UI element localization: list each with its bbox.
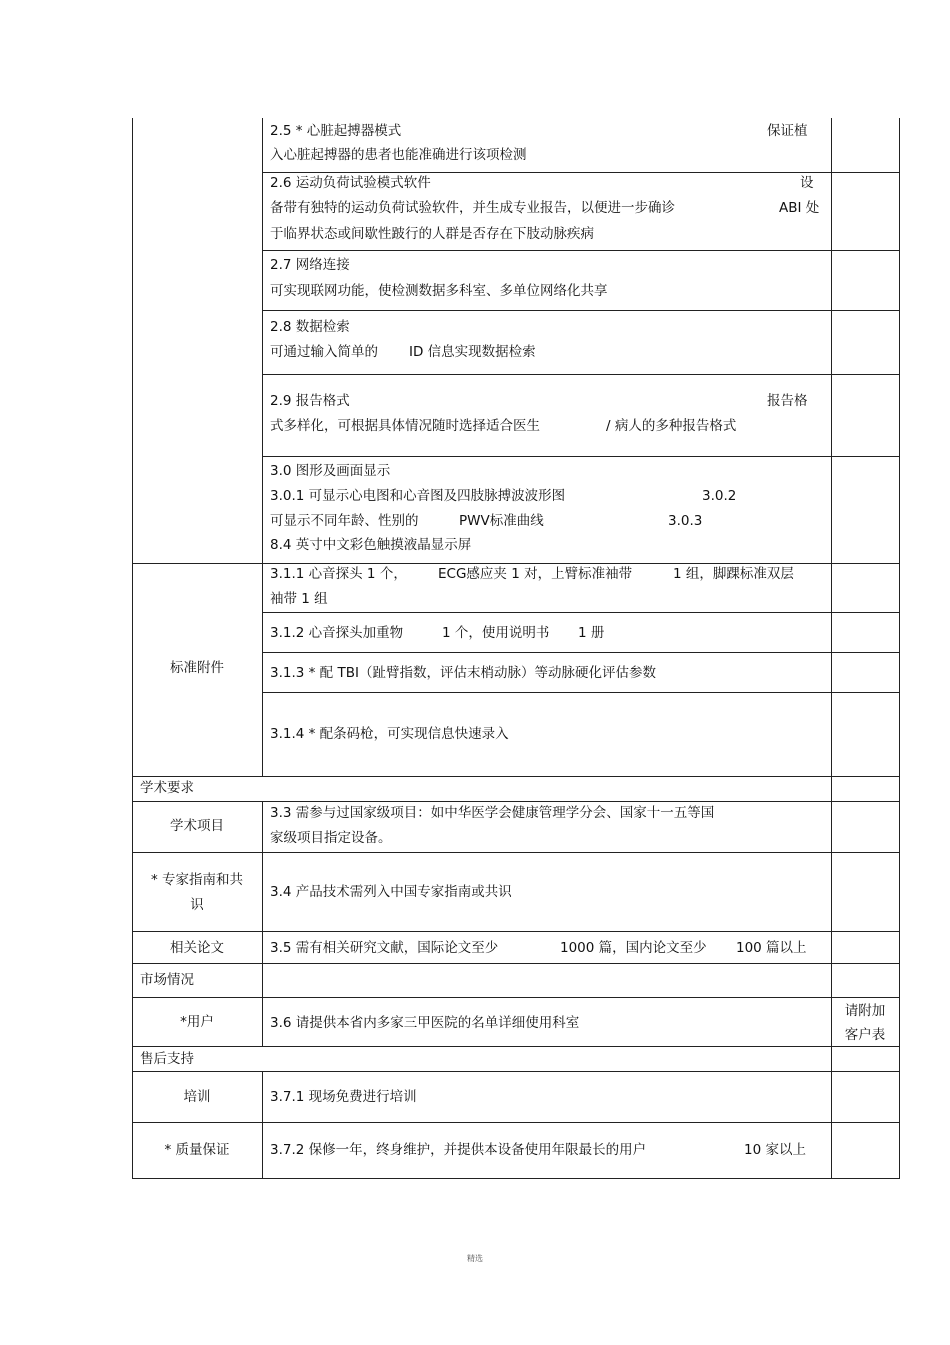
row-divider bbox=[132, 776, 900, 777]
item-2-9-title: 2.9 报告格式 bbox=[270, 393, 350, 409]
item-3-3: 3.3 需参与过国家级项目：如中华医学会健康管理学分会、国家十一五等国 bbox=[270, 805, 715, 821]
item-3-7-2: 3.7.2 保修一年，终身维护，并提供本设备使用年限最长的用户 bbox=[270, 1142, 647, 1158]
table-border-mid bbox=[262, 118, 263, 776]
row-divider bbox=[262, 612, 900, 613]
note-attach: 请附加 bbox=[844, 1003, 886, 1019]
item-2-6-title: 2.6 运动负荷试验模式软件 bbox=[270, 175, 431, 191]
section-after-sales: 售后支持 bbox=[140, 1051, 194, 1067]
row-divider bbox=[132, 997, 900, 998]
table-border-mid bbox=[262, 801, 263, 1046]
item-2-8-desc-b: ID 信息实现数据检索 bbox=[409, 344, 536, 360]
page-footer: 精选 bbox=[467, 1254, 483, 1263]
item-2-5-title: 2.5 * 心脏起搏器模式 bbox=[270, 123, 402, 139]
item-2-6-tail: 设 bbox=[800, 175, 814, 191]
row-divider bbox=[132, 931, 900, 932]
item-3-1-1-c: 1 组，脚踝标准双层 bbox=[673, 566, 794, 582]
row-divider bbox=[262, 692, 900, 693]
row-divider bbox=[262, 374, 900, 375]
row-divider bbox=[262, 456, 900, 457]
label-academic-project: 学术项目 bbox=[170, 818, 224, 834]
row-divider bbox=[132, 963, 900, 964]
label-training: 培训 bbox=[183, 1089, 211, 1105]
row-divider bbox=[132, 801, 900, 802]
item-3-0-title: 3.0 图形及画面显示 bbox=[270, 463, 391, 479]
label-standard-accessories: 标准附件 bbox=[170, 660, 224, 676]
item-3-1-1-b: ECG感应夹 1 对，上臂标准袖带 bbox=[438, 566, 633, 582]
label-quality: * 质量保证 bbox=[164, 1142, 230, 1158]
item-2-7-title: 2.7 网络连接 bbox=[270, 257, 350, 273]
item-3-0-3: 8.4 英寸中文彩色触摸液晶显示屏 bbox=[270, 537, 472, 553]
item-3-7-1: 3.7.1 现场免费进行培训 bbox=[270, 1089, 417, 1105]
row-divider bbox=[262, 172, 900, 173]
item-2-8-desc: 可通过输入简单的 bbox=[270, 344, 378, 360]
table-border-bottom bbox=[132, 1178, 900, 1179]
item-3-7-2-b: 10 家以上 bbox=[744, 1142, 806, 1158]
item-2-6-desc-2: 于临界状态或间歇性跛行的人群是否存在下肢动脉疾病 bbox=[270, 226, 594, 242]
item-3-0-2: 可显示不同年龄、性别的 bbox=[270, 513, 419, 529]
item-3-1-1-2: 袖带 1 组 bbox=[270, 591, 328, 607]
item-3-1-4: 3.1.4 * 配条码枪，可实现信息快速录入 bbox=[270, 726, 509, 742]
item-3-1-2: 3.1.2 心音探头加重物 bbox=[270, 625, 404, 641]
item-3-0-2-b: PWV标准曲线 bbox=[459, 513, 544, 529]
row-divider bbox=[262, 310, 900, 311]
item-3-0-1: 3.0.1 可显示心电图和心音图及四肢脉搏波波形图 bbox=[270, 488, 566, 504]
item-2-7-desc: 可实现联网功能，使检测数据多科室、多单位网络化共享 bbox=[270, 283, 608, 299]
item-2-9-desc-b: / 病人的多种报告格式 bbox=[606, 418, 737, 434]
item-3-1-2-b: 1 个，使用说明书 bbox=[442, 625, 550, 641]
note-client-list: 客户表 bbox=[844, 1027, 886, 1043]
item-2-6-desc-tail: ABI 处 bbox=[779, 200, 820, 216]
item-3-1-1: 3.1.1 心音探头 1 个， bbox=[270, 566, 407, 582]
item-2-8-title: 2.8 数据检索 bbox=[270, 319, 350, 335]
item-3-4: 3.4 产品技术需列入中国专家指南或共识 bbox=[270, 884, 512, 900]
item-3-3-2: 家级项目指定设备。 bbox=[270, 830, 392, 846]
item-3-6: 3.6 请提供本省内多家三甲医院的名单详细使用科室 bbox=[270, 1015, 580, 1031]
section-academic: 学术要求 bbox=[140, 780, 194, 796]
item-2-5-desc: 入心脏起搏器的患者也能准确进行该项检测 bbox=[270, 147, 527, 163]
label-papers: 相关论文 bbox=[170, 940, 224, 956]
item-3-1-2-c: 1 册 bbox=[578, 625, 605, 641]
item-3-5: 3.5 需有相关研究文献，国际论文至少 bbox=[270, 940, 499, 956]
item-3-0-2-num: 3.0.2 bbox=[702, 488, 737, 504]
table-border-right bbox=[899, 118, 900, 1179]
row-divider bbox=[132, 1046, 900, 1047]
item-2-9-tail: 报告格 bbox=[767, 393, 808, 409]
item-2-5-tail: 保证植 bbox=[767, 123, 808, 139]
row-divider bbox=[262, 652, 900, 653]
item-2-6-desc: 备带有独特的运动负荷试验软件，并生成专业报告，以便进一步确诊 bbox=[270, 200, 675, 216]
item-3-0-3-num: 3.0.3 bbox=[668, 513, 703, 529]
item-3-5-b: 1000 篇，国内论文至少 bbox=[560, 940, 707, 956]
section-market: 市场情况 bbox=[140, 972, 194, 988]
row-divider bbox=[132, 852, 900, 853]
item-3-5-c: 100 篇以上 bbox=[736, 940, 807, 956]
row-divider bbox=[132, 1122, 900, 1123]
item-2-9-desc: 式多样化，可根据具体情况随时选择适合医生 bbox=[270, 418, 540, 434]
table-border-mid bbox=[262, 1071, 263, 1179]
row-divider bbox=[262, 250, 900, 251]
row-divider bbox=[132, 1071, 900, 1072]
row-divider bbox=[132, 563, 900, 564]
label-user: *用户 bbox=[180, 1014, 214, 1030]
label-expert-guide: * 专家指南和共 bbox=[150, 872, 244, 888]
label-expert-guide-2: 识 bbox=[190, 897, 204, 913]
item-3-1-3: 3.1.3 * 配 TBI（趾臂指数，评估末梢动脉）等动脉硬化评估参数 bbox=[270, 665, 656, 681]
